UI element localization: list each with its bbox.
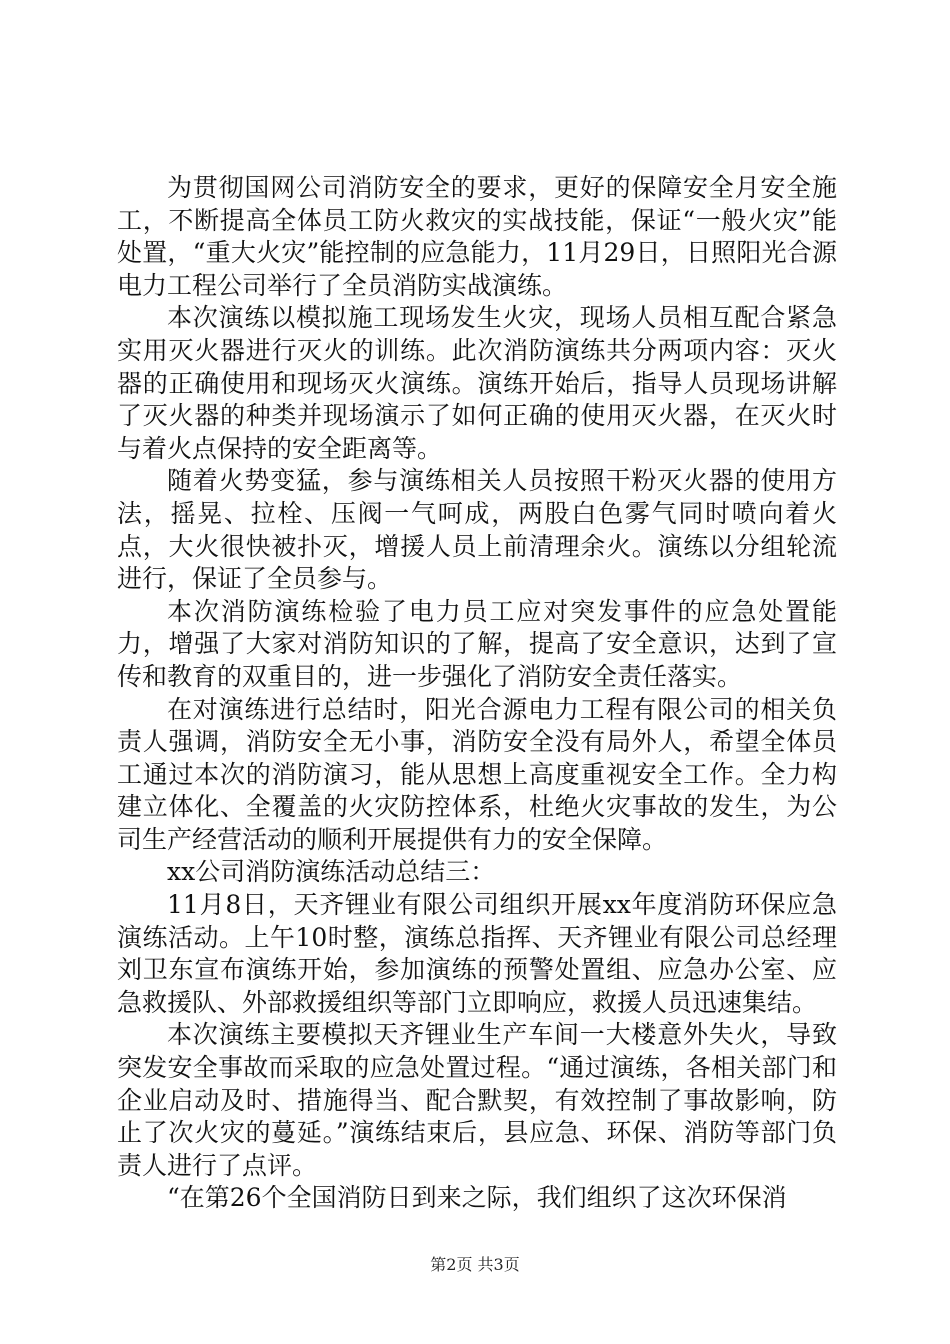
paragraph-3: 随着火势变猛，参与演练相关人员按照干粉灭火器的使用方法，摇晃、拉栓、压阀一气呵成，两股白色雾气同时喷向着火点，大火很快被扑灭，增援人员上前清理余火。演练以分组轮流进行，保证了全员参与。 (117, 466, 837, 594)
paragraph-1: 为贯彻国网公司消防安全的要求，更好的保障安全月安全施工，不断提高全体员工防火救灾的实战技能，保证“一般火灾”能处置，“重大火灾”能控制的应急能力，11月29日，日照阳光合源电力工程公司举行了全员消防实战演练。 (117, 173, 837, 300)
paragraph-4: 本次消防演练检验了电力员工应对突发事件的应急处置能力，增强了大家对消防知识的了解，提高了安全意识，达到了宣传和教育的双重目的，进一步强化了消防安全责任落实。 (117, 596, 837, 691)
paragraph-7: 本次演练主要模拟天齐锂业生产车间一大楼意外失火，导致突发安全事故而采取的应急处置过程。“通过演练，各相关部门和企业启动及时、措施得当、配合默契，有效控制了事故影响，防止了次火灾的蔓延。”演练结束后，县应急、环保、消防等部门负责人进行了点评。 (117, 1020, 837, 1180)
page-footer: 第2页 共3页 (430, 1255, 520, 1274)
paragraph-8: “在第26个全国消防日到来之际，我们组织了这次环保消 (167, 1183, 787, 1213)
paragraph-6: 11月8日，天齐锂业有限公司组织开展xx年度消防环保应急演练活动。上午10时整，演练总指挥、天齐锂业有限公司总经理刘卫东宣布演练开始，参加演练的预警处置组、应急办公室、应急救援队、外部救援组织等部门立即响应，救援人员迅速集结。 (117, 890, 837, 1017)
paragraph-5: 在对演练进行总结时，阳光合源电力工程有限公司的相关负责人强调，消防安全无小事，消防安全没有局外人，希望全体员工通过本次的消防演习，能从思想上高度重视安全工作。全力构建立体化、全覆盖的火灾防控体系，杜绝火灾事故的发生，为公司生产经营活动的顺利开展提供有力的安全保障。 (117, 694, 837, 854)
document-body (117, 172, 837, 1215)
section-heading: xx公司消防演练活动总结三： (167, 857, 496, 887)
paragraph-2: 本次演练以模拟施工现场发生火灾，现场人员相互配合紧急实用灭火器进行灭火的训练。此次消防演练共分两项内容：灭火器的正确使用和现场灭火演练。演练开始后，指导人员现场讲解了灭火器的种类并现场演示了如何正确的使用灭火器，在灭火时与着火点保持的安全距离等。 (117, 303, 837, 463)
